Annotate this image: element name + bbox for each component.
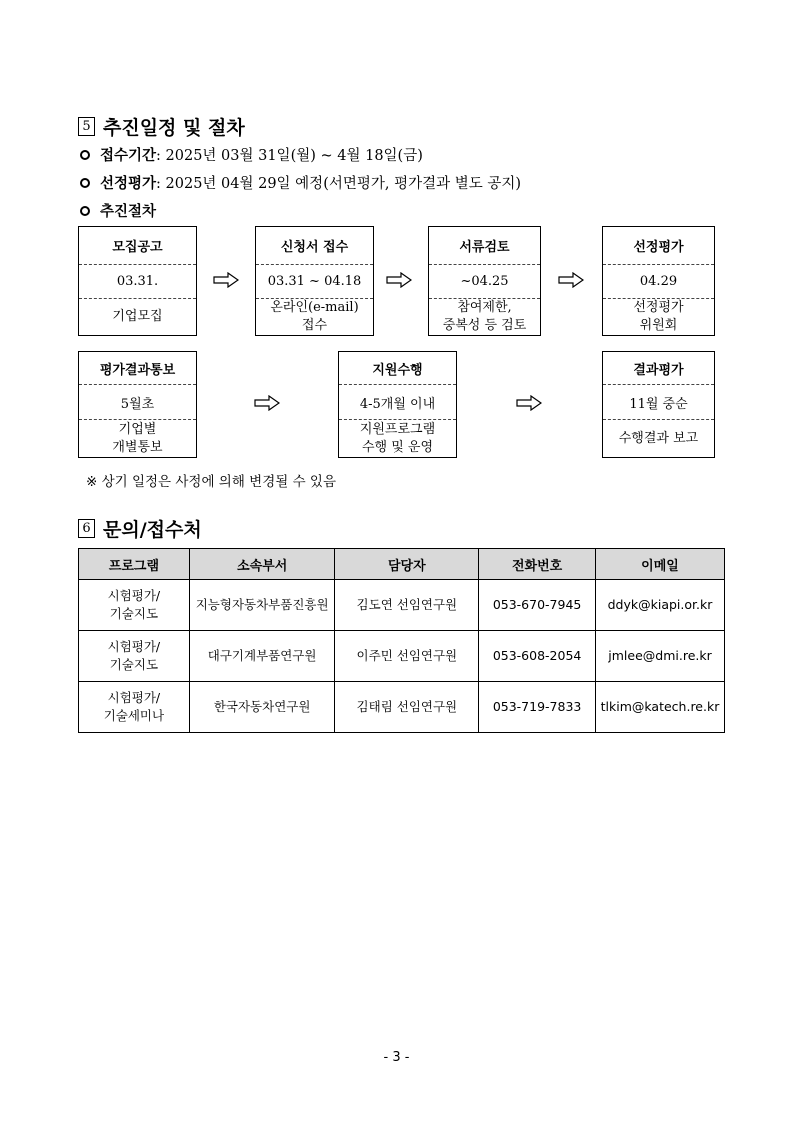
process-date: 03.31 ~ 04.18 [256,264,373,298]
cell-program: 시험평가/ 기술지도 [79,631,190,682]
circle-bullet-icon [80,178,90,188]
process-title: 선정평가 [633,240,684,255]
cell-department: 대구기계부품연구원 [189,631,335,682]
process-date: 04.29 [603,264,714,298]
cell-email: ddyk@kiapi.or.kr [596,580,725,631]
contact-table [78,548,725,733]
section-6-heading [78,515,202,542]
column-header-person: 담당자 [335,549,479,580]
process-desc: 온라인(e-mail) 접수 [256,298,373,335]
cell-phone: 053-719-7833 [479,682,596,733]
bullet-reception-period [80,144,423,165]
right-arrow-icon [213,272,239,288]
bullet-label: 접수기간 [100,148,157,164]
process-desc: 선정평가 위원회 [603,298,714,335]
bullet-label: 추진절차 [100,204,157,220]
process-title: 신청서 접수 [280,240,349,255]
process-box-result-evaluation [602,351,715,458]
table-header-row [79,549,725,580]
table-row [79,631,725,682]
table-row [79,682,725,733]
table-row [79,580,725,631]
cell-person: 김도연 선임연구원 [335,580,479,631]
right-arrow-icon [558,272,584,288]
cell-phone: 053-608-2054 [479,631,596,682]
process-date: ~04.25 [429,264,540,298]
process-desc: 참여제한, 중복성 등 검토 [429,298,540,335]
process-title: 모집공고 [112,240,163,255]
column-header-phone: 전화번호 [479,549,596,580]
process-desc: 지원프로그램 수행 및 운영 [339,419,456,457]
column-header-email: 이메일 [596,549,725,580]
column-header-program: 프로그램 [79,549,190,580]
bullet-label: 선정평가 [100,176,157,192]
process-box-document-review [428,226,541,336]
cell-program: 시험평가/ 기술세미나 [79,682,190,733]
process-box-selection [602,226,715,336]
bullet-value: : 2025년 04월 29일 예정(서면평가, 평가결과 별도 공지) [156,176,522,192]
process-box-result-notice [78,351,197,458]
process-title: 지원수행 [372,362,423,378]
right-arrow-icon [516,395,542,411]
bullet-selection-evaluation [80,172,521,193]
cell-department: 한국자동차연구원 [189,682,335,733]
circle-bullet-icon [80,206,90,216]
section-number: 5 [78,117,95,136]
process-box-recruitment [78,226,197,336]
bullet-value: : 2025년 03월 31일(월) ~ 4월 18일(금) [156,148,423,164]
process-title: 평가결과통보 [99,362,176,378]
process-title: 서류검토 [459,240,510,255]
process-date: 5월초 [79,384,196,419]
section-5-heading [78,113,245,140]
process-title: 결과평가 [633,362,684,378]
section-title: 문의/접수처 [103,519,202,541]
cell-program: 시험평가/ 기술지도 [79,580,190,631]
bullet-procedure [80,200,156,221]
cell-person: 이주민 선임연구원 [335,631,479,682]
circle-bullet-icon [80,150,90,160]
process-date: 11월 중순 [603,384,714,419]
process-desc: 수행결과 보고 [603,419,714,457]
cell-phone: 053-670-7945 [479,580,596,631]
cell-person: 김태림 선임연구원 [335,682,479,733]
cell-email: tlkim@katech.re.kr [596,682,725,733]
column-header-department: 소속부서 [189,549,335,580]
process-date: 03.31. [79,264,196,298]
process-desc: 기업모집 [79,298,196,335]
process-box-support [338,351,457,458]
right-arrow-icon [386,272,412,288]
cell-email: jmlee@dmi.re.kr [596,631,725,682]
cell-department: 지능형자동차부품진흥원 [189,580,335,631]
page-number: - 3 - [383,1050,410,1065]
process-date: 4-5개월 이내 [339,384,456,419]
section-title: 추진일정 및 절차 [103,117,245,139]
right-arrow-icon [254,395,280,411]
process-desc: 기업별 개별통보 [79,419,196,457]
section-number: 6 [78,519,95,538]
schedule-note: ※ 상기 일정은 사정에 의해 변경될 수 있음 [86,474,337,490]
process-box-application [255,226,374,336]
